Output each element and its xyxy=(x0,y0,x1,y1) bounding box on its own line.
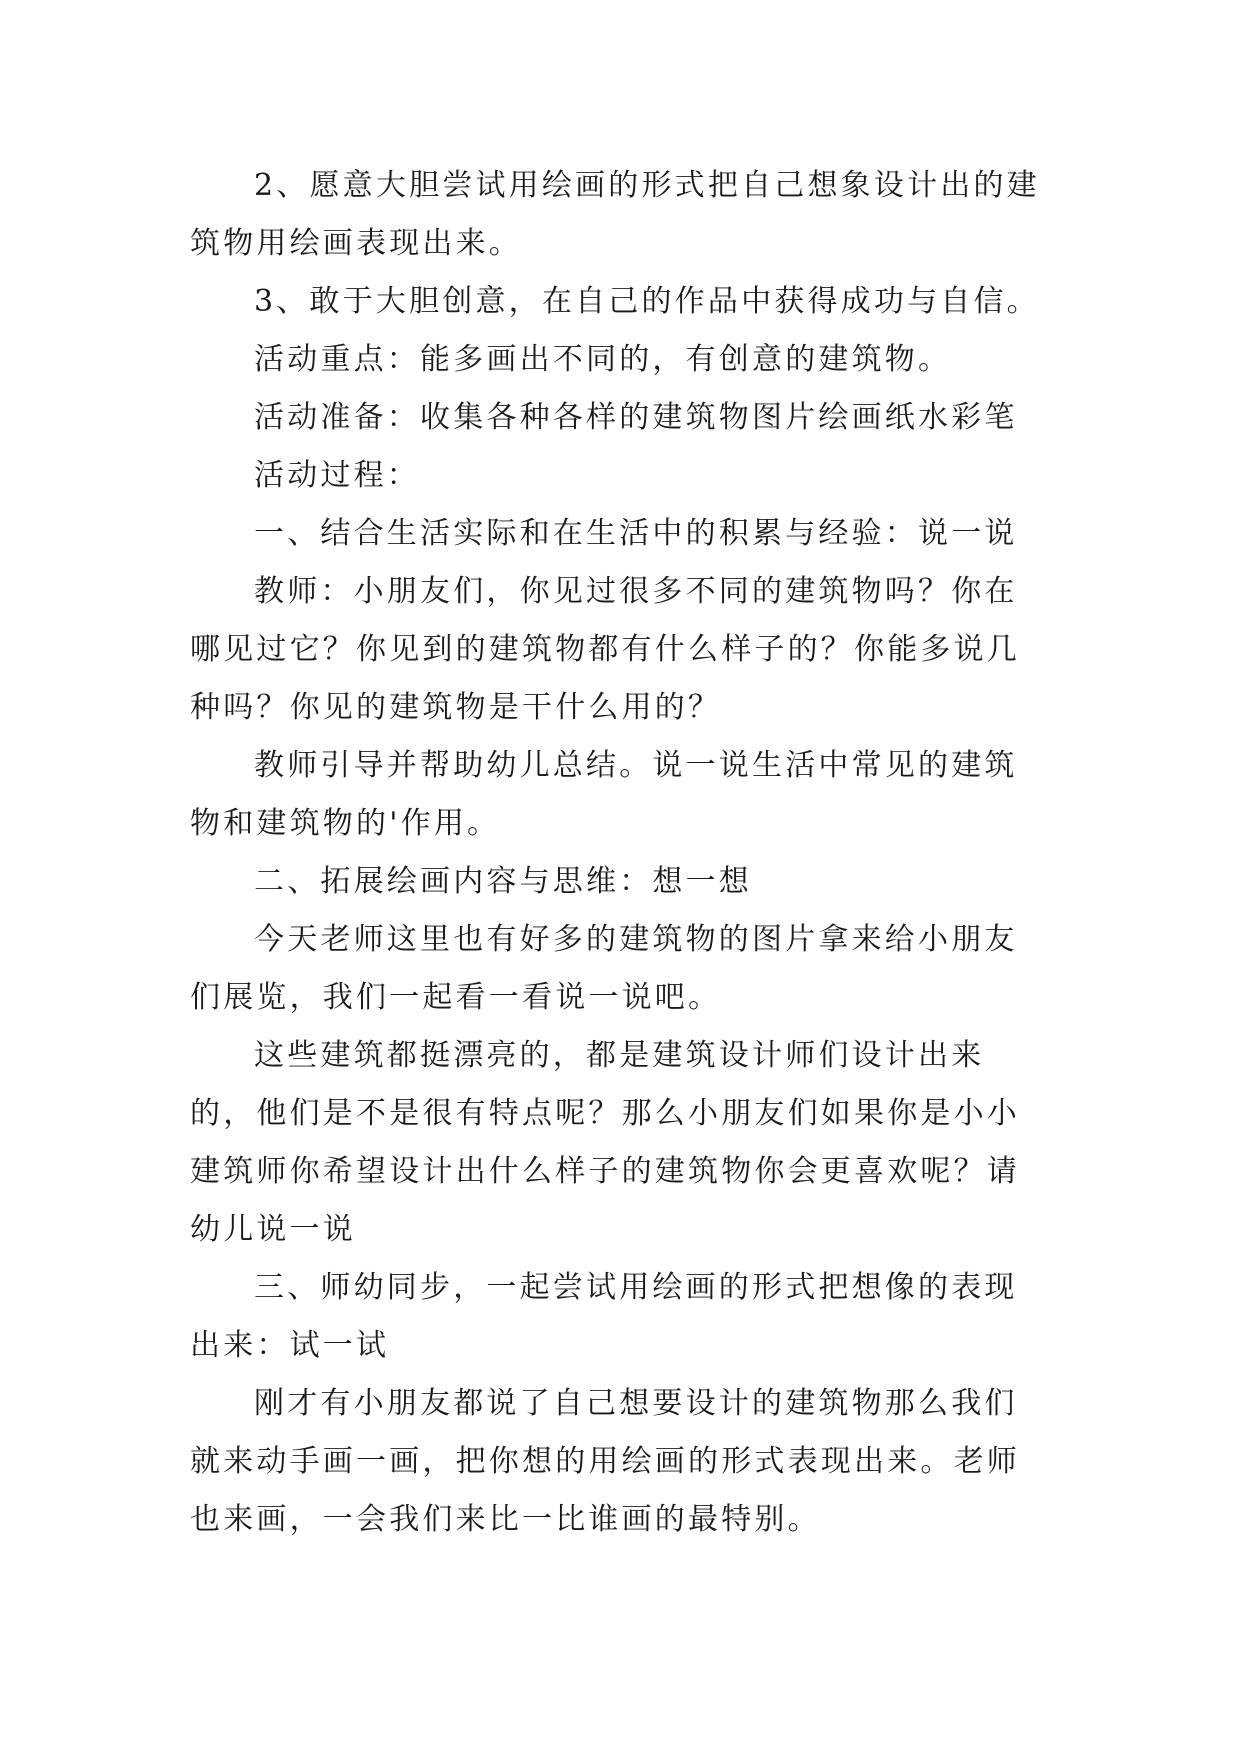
paragraph-objective-3: 3、敢于大胆创意，在自己的作品中获得成功与自信。 xyxy=(254,284,1040,319)
paragraph-drawing-activity: 刚才有小朋友都说了自己想要设计的建筑物那么我们就来动手画一画，把你想的用绘画的形式表现出来。老师也来画，一会我们来比一比谁画的最特别。 xyxy=(190,1386,1020,1537)
paragraph-step-3-heading: 三、师幼同步，一起尝试用绘画的形式把想像的表现出来：试一试 xyxy=(190,1270,1018,1363)
paragraph-objective-2: 2、愿意大胆尝试用绘画的形式把自己想象设计出的建筑物用绘画表现出来。 xyxy=(190,168,1040,261)
paragraph-preparation: 活动准备：收集各种各样的建筑物图片绘画纸水彩笔 xyxy=(254,400,1018,435)
paragraph-step-2-heading: 二、拓展绘画内容与思维：想一想 xyxy=(254,864,752,899)
paragraph-picture-display: 今天老师这里也有好多的建筑物的图片拿来给小朋友们展览，我们一起看一看说一说吧。 xyxy=(190,922,1018,1015)
paragraph-key-point: 活动重点：能多画出不同的，有创意的建筑物。 xyxy=(254,342,952,377)
document-body xyxy=(190,157,1050,1549)
paragraph-process-heading: 活动过程： xyxy=(254,458,420,493)
paragraph-architect-question: 这些建筑都挺漂亮的，都是建筑设计师们设计出来的，他们是不是很有特点呢？那么小朋友们如果你是小小建筑师你希望设计出什么样子的建筑物你会更喜欢呢？请幼儿说一说 xyxy=(190,1038,1020,1247)
paragraph-teacher-questions: 教师：小朋友们，你见过很多不同的建筑物吗？你在哪见过它？你见到的建筑物都有什么样子的？你能多说几种吗？你见的建筑物是干什么用的？ xyxy=(190,574,1020,725)
paragraph-step-1-heading: 一、结合生活实际和在生活中的积累与经验：说一说 xyxy=(254,516,1018,551)
paragraph-teacher-summary: 教师引导并帮助幼儿总结。说一说生活中常见的建筑物和建筑物的'作用。 xyxy=(190,748,1018,841)
